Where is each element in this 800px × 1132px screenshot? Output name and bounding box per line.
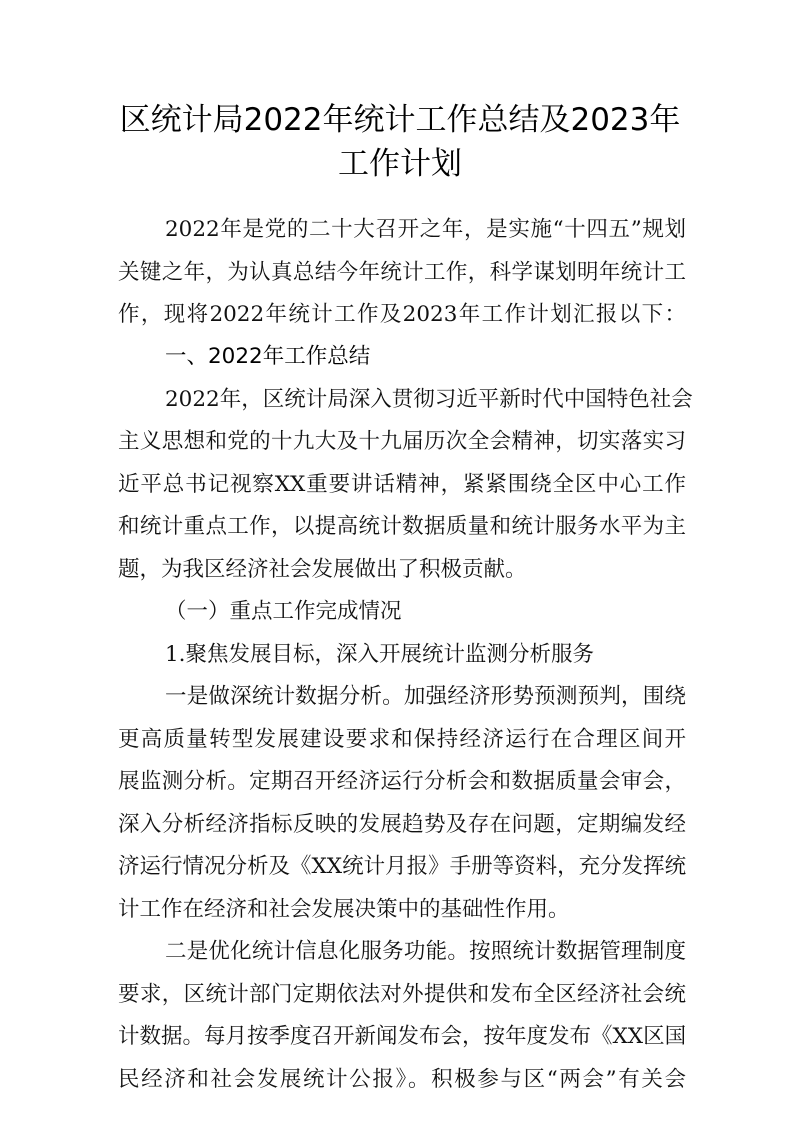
intro-line: 作，现将2022年统计工作及2023年工作计划汇报以下：	[118, 302, 686, 327]
section-paragraph-line: 题，为我区经济社会发展做出了积极贡献。	[118, 557, 527, 582]
item-paragraph-line: 二是优化统计信息化服务功能。按照统计数据管理制度	[165, 939, 686, 964]
intro-line: 关键之年，为认真总结今年统计工作，科学谋划明年统计工	[118, 260, 686, 285]
item-heading: 1.聚焦发展目标，深入开展统计监测分析服务	[165, 642, 595, 667]
section-paragraph-line: 近平总书记视察XX重要讲话精神，紧紧围绕全区中心工作	[118, 472, 686, 497]
item-paragraph-line: 一是做深统计数据分析。加强经济形势预测预判，围绕	[165, 684, 686, 709]
section-paragraph-line: 和统计重点工作，以提高统计数据质量和统计服务水平为主	[118, 514, 686, 539]
item-paragraph-line: 要求，区统计部门定期依法对外提供和发布全区经济社会统	[118, 982, 686, 1007]
document-title-line-2: 工作计划	[338, 146, 462, 182]
item-paragraph-line: 计数据。每月按季度召开新闻发布会，按年度发布《XX区国	[118, 1024, 687, 1049]
section-paragraph-line: 2022年，区统计局深入贯彻习近平新时代中国特色社会	[165, 387, 693, 412]
intro-line: 2022年是党的二十大召开之年，是实施“十四五”规划	[165, 217, 686, 242]
item-paragraph-line: 深入分析经济指标反映的发展趋势及存在问题，定期编发经	[118, 812, 686, 837]
item-paragraph-line: 民经济和社会发展统计公报》。积极参与区“两会”有关会	[118, 1067, 686, 1092]
document-title-line-1: 区统计局2022年统计工作总结及2023年	[119, 102, 681, 138]
subsection-heading: （一）重点工作完成情况	[165, 599, 402, 624]
item-paragraph-line: 展监测分析。定期召开经济运行分析会和数据质量会审会，	[118, 769, 686, 794]
section-heading: 一、2022年工作总结	[165, 344, 371, 369]
item-paragraph-line: 更高质量转型发展建设要求和保持经济运行在合理区间开	[118, 727, 686, 752]
item-paragraph-line: 计工作在经济和社会发展决策中的基础性作用。	[118, 897, 570, 922]
section-paragraph-line: 主义思想和党的十九大及十九届历次全会精神，切实落实习	[118, 429, 686, 454]
item-paragraph-line: 济运行情况分析及《XX统计月报》手册等资料，充分发挥统	[118, 854, 687, 879]
